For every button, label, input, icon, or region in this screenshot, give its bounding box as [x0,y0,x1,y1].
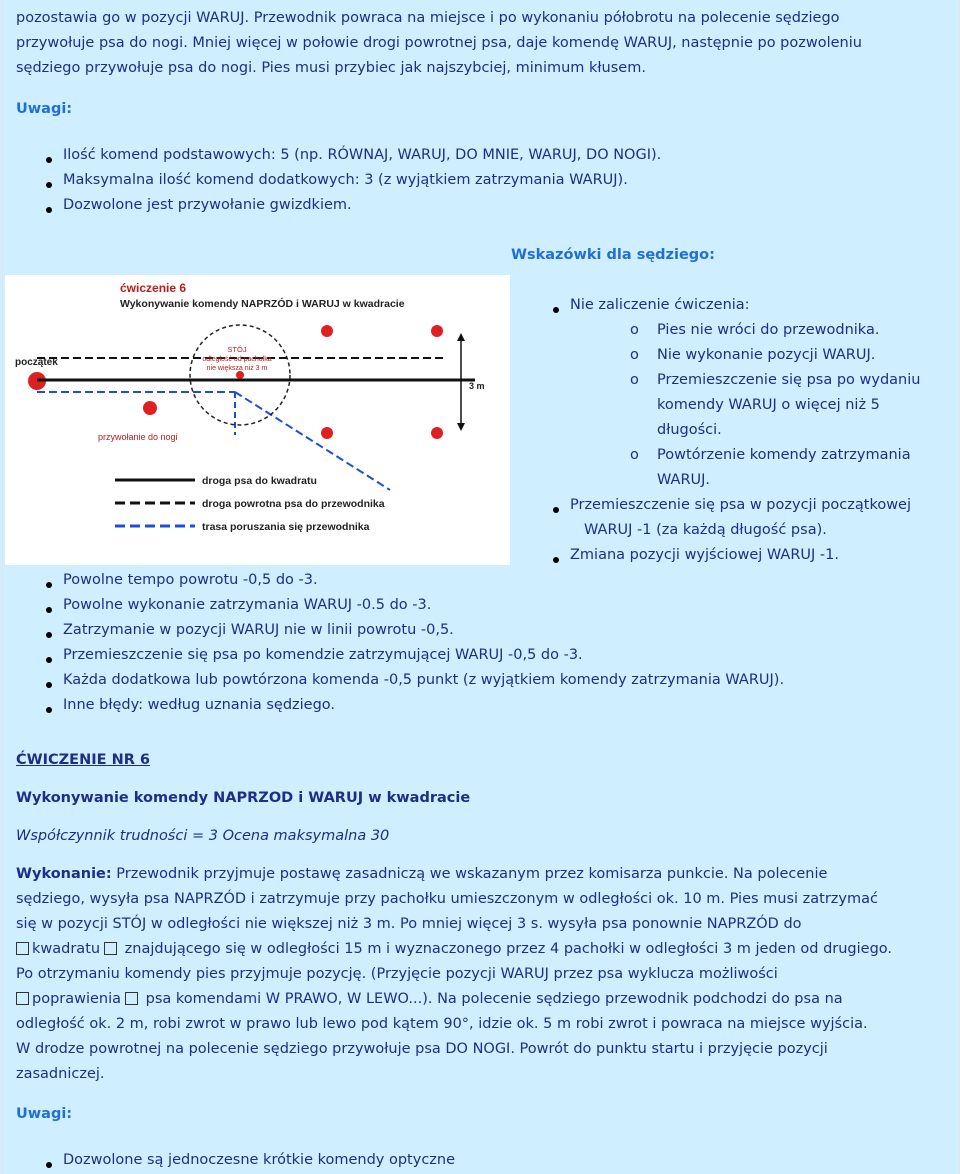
judge-item: Zmiana pozycji wyjściowej WARUJ -1. [570,547,839,563]
judge-item: Przemieszczenie się psa w pozycji początkowej [570,497,912,513]
missing-glyph-box [16,942,29,955]
recall-label: przywołanie do nogi [98,432,178,442]
diagram-subtitle: Wykonywanie komendy NAPRZÓD i WARUJ w kwadracie [120,298,405,310]
exercise-paragraph-line: Wykonanie: Przewodnik przyjmuje postawę zasadniczą we wskazanym przez komisarza punkcie. Na polecenie [16,866,828,882]
judge-item: Każda dodatkowa lub powtórzona komenda -0,5 punkt (z wyjątkiem komendy zatrzymania WARUJ). [63,672,785,688]
missing-glyph-box [125,992,138,1005]
diagram-title: ćwiczenie 6 [120,281,187,295]
judge-item: Powolne tempo powrotu -0,5 do -3. [63,572,318,588]
fail-item: o Pies nie wróci do przewodnika. [630,322,880,338]
fail-item-cont: komendy WARUJ o więcej niż 5 [657,397,880,413]
judge-item-cont: WARUJ -1 (za każdą długość psa). [584,522,827,538]
legend-label: droga powrotna psa do przewodnika [202,498,385,510]
missing-glyph-box [104,942,117,955]
dimension-arrow-bottom [457,423,465,431]
missing-glyph-box [16,992,29,1005]
judge-item: Inne błędy: według uznania sędziego. [63,697,336,713]
stop-cone [236,371,244,379]
notes-item: Ilość komend podstawowych: 5 (np. RÓWNAJ, WARUJ, DO MNIE, WARUJ, DO NOGI). [63,147,662,163]
stop-label-3: nie większa niż 3 m [206,365,268,372]
fail-label: Nie zaliczenie ćwiczenia: [570,297,750,313]
intro-line-1: pozostawia go w pozycji WARUJ. Przewodnik powraca na miejsce i po wykonaniu półobrotu na polecenie sędziego [16,10,840,26]
exercise-paragraph-line: odległość ok. 2 m, robi zwrot w prawo lub lewo pod kątem 90°, idzie ok. 5 m robi zwrot i powraca na miejsce wyjścia. [16,1016,868,1032]
judge-heading: Wskazówki dla sędziego: [511,247,715,263]
judge-item: Powolne wykonanie zatrzymania WARUJ -0.5 do -3. [63,597,432,613]
exercise-paragraph-line: sędziego, wysyła psa NAPRZÓD i zatrzymuje przy pachołku umieszczonym w odległości ok. 10 m. Pies musi zatrzymać [16,891,878,907]
legend-label: droga psa do kwadratu [202,475,317,487]
notes-item: Maksymalna ilość komend dodatkowych: 3 (z wyjątkiem zatrzymania WARUJ). [63,172,628,188]
stop-label-2: odległość od pachołka [202,356,272,363]
square-cone-2 [431,325,443,337]
diagram-svg [5,275,510,565]
exec-label: Wykonanie: [16,866,112,882]
fail-item: o Nie wykonanie pozycji WARUJ. [630,347,876,363]
exercise-diagram [5,275,510,565]
exercise-title: Wykonywanie komendy NAPRZOD i WARUJ w kwadracie [16,790,471,806]
legend-label: trasa poruszania się przewodnika [202,521,370,533]
fail-item: o Przemieszczenie się psa po wydaniu [630,372,921,388]
fail-item: o Powtórzenie komendy zatrzymania [630,447,911,463]
intro-line-3: sędziego przywołuje psa do nogi. Pies musi przybiec jak najszybciej, minimum kłusem. [16,60,646,76]
dimension-arrow-top [457,333,465,341]
exercise-paragraph-line: kwadratu znajdującego się w odległości 15 m i wyznaczonego przez 4 pachołki w odległości 3 m jeden od drugiego. [16,937,892,962]
fail-item-cont: długości. [657,422,722,438]
exercise-paragraph-line: Po otrzymaniu komendy pies przyjmuje pozycję. (Przyjęcie pozycji WARUJ przez psa wyklucza możliwości [16,966,778,982]
notes-heading: Uwagi: [16,101,73,117]
notes-heading-2: Uwagi: [16,1106,73,1122]
dimension-label: 3 m [469,381,485,391]
start-label: początek [15,357,58,368]
judge-item: Przemieszczenie się psa po komendzie zatrzymującej WARUJ -0,5 do -3. [63,647,583,663]
notes-item: Dozwolone jest przywołanie gwizdkiem. [63,197,352,213]
exercise-number: ĆWICZENIE NR 6 [16,752,151,768]
fail-item-cont: WARUJ. [657,472,711,488]
square-cone-3 [321,427,333,439]
exercise-paragraph-line: poprawienia psa komendami W PRAWO, W LEWO...). Na polecenie sędziego przewodnik podchodzi do psa na [16,987,843,1012]
exercise-paragraph-line: zasadniczej. [16,1066,105,1082]
square-cone-4 [431,427,443,439]
stop-label-1: STÓJ [227,345,247,354]
exercise-paragraph-line: się w pozycji STÓJ w odległości nie większej niż 3 m. Po mniej więcej 3 s. wysyła psa ponownie NAPRZÓD do [16,916,802,932]
judge-item: Zatrzymanie w pozycji WARUJ nie w linii powrotu -0,5. [63,622,454,638]
square-cone-1 [321,325,333,337]
exercise-paragraph-line: W drodze powrotnej na polecenie sędziego przywołuje psa DO NOGI. Powrót do punktu startu i przyjęcie pozycji [16,1041,828,1057]
recall-marker [143,401,157,415]
notes-item: Dozwolone są jednoczesne krótkie komendy optyczne [63,1152,456,1168]
exercise-difficulty: Współczynnik trudności = 3 Ocena maksymalna 30 [16,828,390,844]
intro-line-2: przywołuje psa do nogi. Mniej więcej w połowie drogi powrotnej psa, daje komendę WARUJ, następnie po pozwoleniu [16,35,862,51]
